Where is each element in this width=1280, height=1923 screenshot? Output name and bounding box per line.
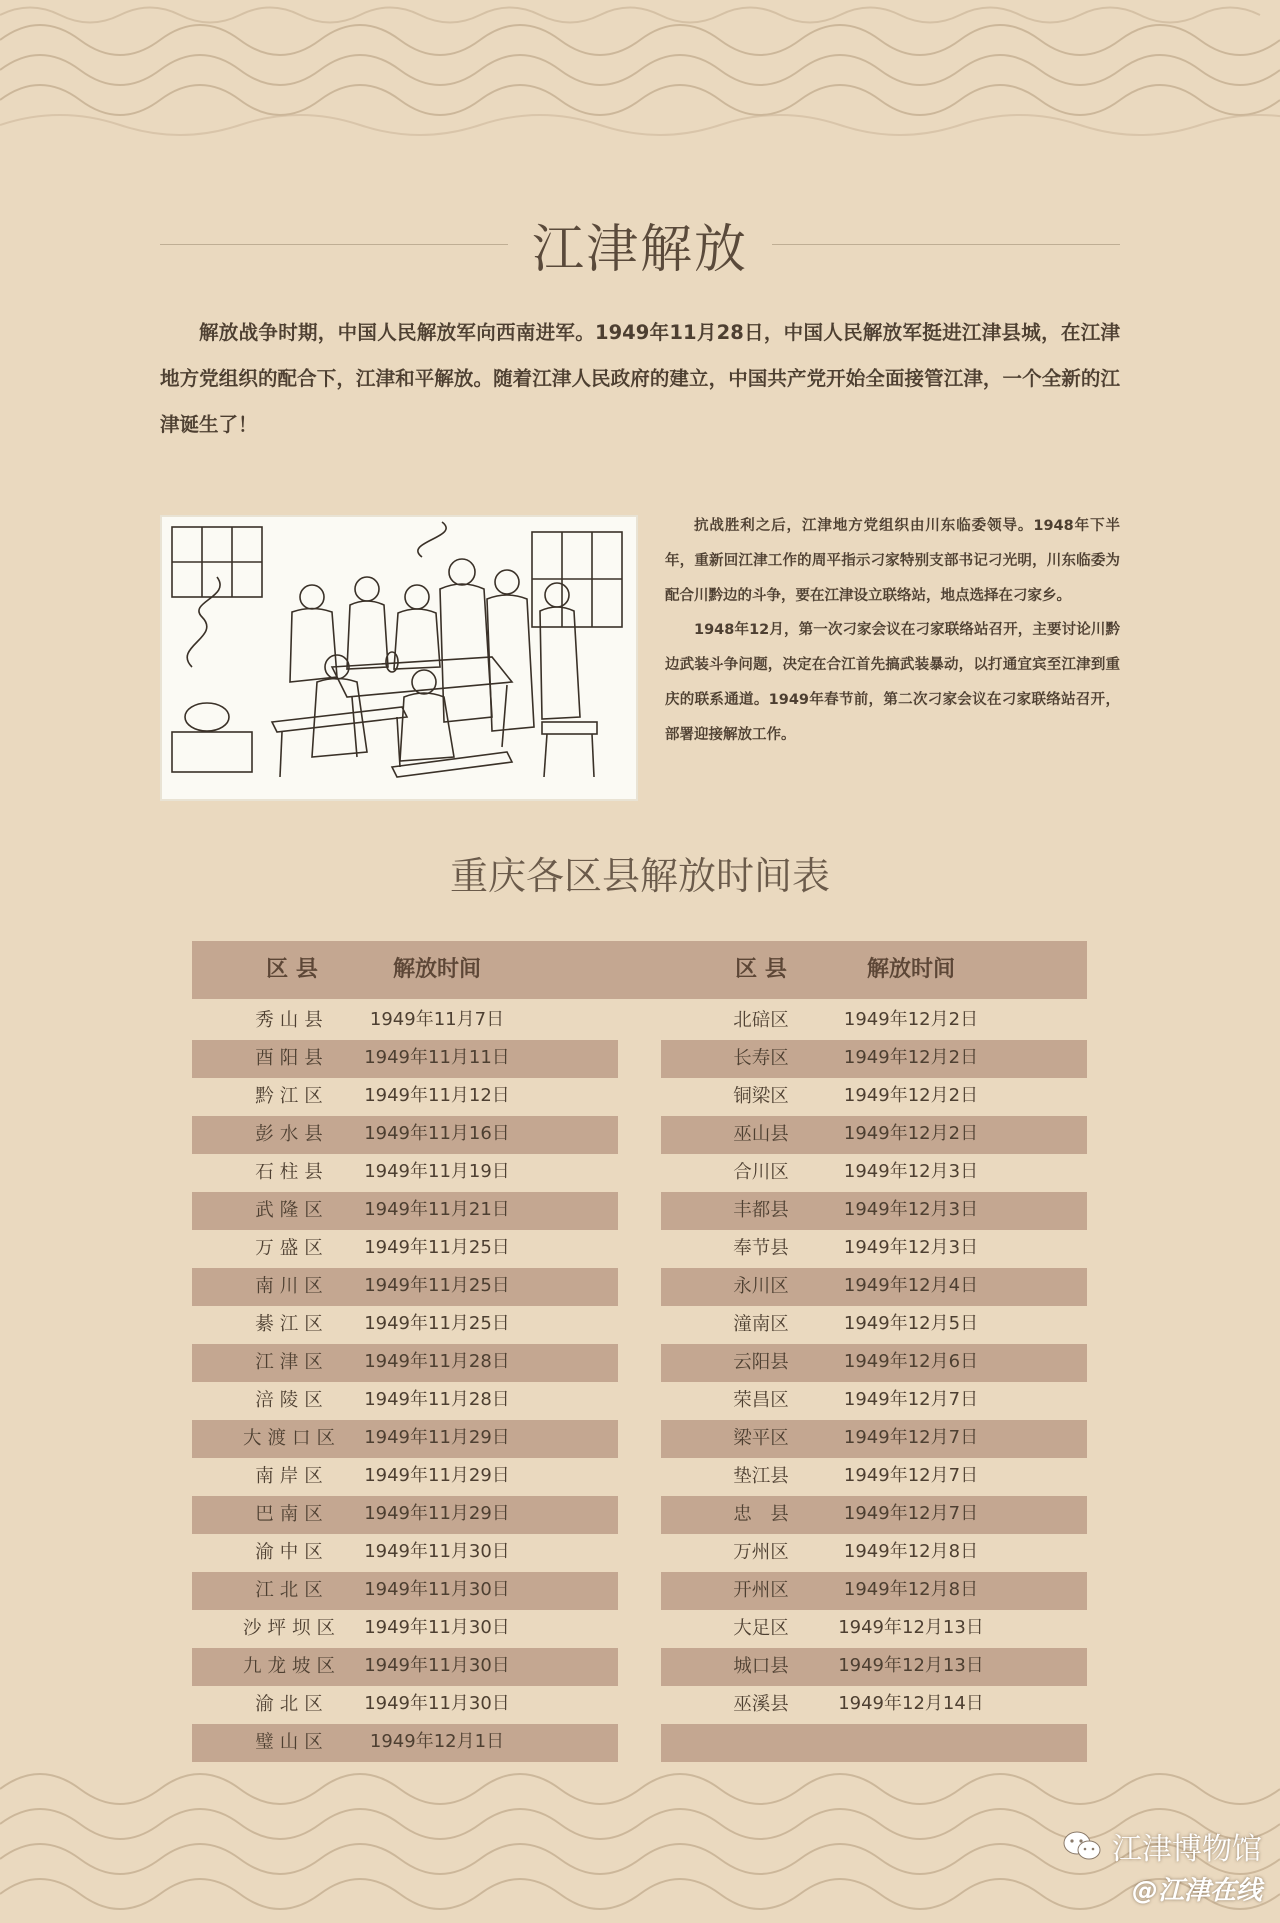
district-name: 巫山县 [733,1124,789,1145]
liberation-date: 1949年12月6日 [843,1351,979,1372]
table-row [661,1040,1087,1078]
liberation-date: 1949年12月5日 [843,1313,979,1334]
table-row [192,1078,618,1116]
historical-illustration [160,515,638,801]
district-name: 潼南区 [733,1314,789,1335]
page-title: 江津解放 [532,219,749,280]
table-row [661,1344,1087,1382]
watermark [1062,1824,1262,1907]
title-row [160,208,1120,280]
district-name: 酉阳县 [255,1048,329,1069]
district-name: 城口县 [733,1656,789,1677]
table-row [661,1572,1087,1610]
table-row [192,1344,618,1382]
liberation-date: 1949年12月7日 [843,1503,979,1524]
header-date-right: 解放时间 [866,957,955,982]
district-name: 渝中区 [255,1542,329,1563]
liberation-date: 1949年11月30日 [364,1579,510,1600]
district-name: 彭水县 [255,1124,329,1145]
liberation-date: 1949年11月25日 [364,1313,510,1334]
liberation-date: 1949年11月30日 [364,1655,510,1676]
table-row [192,1534,618,1572]
district-name: 合川区 [733,1162,789,1183]
district-name: 铜梁区 [733,1086,789,1107]
liberation-date: 1949年11月30日 [364,1541,510,1562]
district-name: 丰都县 [733,1200,789,1221]
table-row [661,1458,1087,1496]
district-name: 荣昌区 [733,1390,789,1411]
table-header [192,941,1087,999]
liberation-date: 1949年11月28日 [364,1389,510,1410]
district-name: 开州区 [733,1580,789,1601]
liberation-date: 1949年11月25日 [364,1275,510,1296]
district-name: 南岸区 [255,1466,329,1487]
table-row [192,1382,618,1420]
table-row [192,1192,618,1230]
district-name: 秀山县 [255,1010,329,1031]
table-row [661,1078,1087,1116]
table-row [661,1382,1087,1420]
liberation-date: 1949年11月28日 [364,1351,510,1372]
district-name: 石柱县 [255,1162,329,1183]
table-row [192,1002,618,1040]
liberation-date: 1949年12月7日 [843,1427,979,1448]
liberation-date: 1949年12月3日 [843,1199,979,1220]
district-name: 南川区 [255,1276,329,1297]
liberation-date: 1949年11月29日 [364,1427,510,1448]
table-row [661,1192,1087,1230]
liberation-date: 1949年12月2日 [843,1047,979,1068]
district-name: 大足区 [733,1618,789,1639]
wechat-icon [1062,1830,1102,1862]
watermark-handle: @江津在线 [1131,1876,1262,1906]
liberation-date: 1949年11月30日 [364,1617,510,1638]
table-row [192,1686,618,1724]
table-row [661,1534,1087,1572]
liberation-date: 1949年11月30日 [364,1693,510,1714]
district-name: 武隆区 [255,1200,329,1221]
district-name: 北碚区 [733,1010,789,1031]
side-paragraph-2: 1948年12月，第一次刁家会议在刁家联络站召开，主要讨论川黔边武装斗争问题，决定在合江首先搞武装暴动，以打通宜宾至江津到重庆的联系通道。1949年春节前，第二次刁家会议在刁家联络站召开，部署迎接解放工作。 [665,622,1120,743]
district-name: 沙坪坝区 [242,1618,341,1639]
district-name: 江津区 [255,1352,329,1373]
liberation-date: 1949年12月7日 [843,1465,979,1486]
liberation-date: 1949年11月12日 [364,1085,510,1106]
liberation-date: 1949年11月29日 [364,1503,510,1524]
table-row [192,1610,618,1648]
header-date-left: 解放时间 [392,957,481,982]
title-divider-right [772,244,1120,245]
district-name: 巴南区 [255,1504,329,1525]
table-column-left [192,1002,618,1762]
district-name: 渝北区 [255,1694,329,1715]
table-row [192,1230,618,1268]
district-name: 九龙坡区 [242,1656,341,1677]
side-narrative [665,509,1120,753]
header-district-right: 区 县 [735,957,787,982]
liberation-date: 1949年11月11日 [364,1047,510,1068]
district-name: 万州区 [733,1542,789,1563]
intro-paragraph: 解放战争时期，中国人民解放军向西南进军。1949年11月28日，中国人民解放军挺进江津县城，在江津地方党组织的配合下，江津和平解放。随着江津人民政府的建立，中国共产党开始全面接管江津，一个全新的江津诞生了！ [160,321,1120,436]
table-row [661,1496,1087,1534]
district-name: 璧山区 [255,1732,329,1753]
table-column-right [661,1002,1087,1762]
liberation-date: 1949年12月14日 [838,1693,984,1714]
district-name: 永川区 [733,1276,789,1297]
table-row [661,1230,1087,1268]
table-row [661,1420,1087,1458]
watermark-museum: 江津博物馆 [1112,1832,1262,1867]
district-name: 梁平区 [733,1428,789,1449]
liberation-date: 1949年12月13日 [838,1617,984,1638]
side-paragraph-1: 抗战胜利之后，江津地方党组织由川东临委领导。1948年下半年，重新回江津工作的周平指示刁家特别支部书记刁光明，川东临委为配合川黔边的斗争，要在江津设立联络站，地点选择在刁家乡。 [665,518,1120,604]
liberation-date: 1949年12月3日 [843,1237,979,1258]
table-row [192,1572,618,1610]
table-row [192,1116,618,1154]
district-name: 綦江区 [255,1314,329,1335]
table-row [661,1306,1087,1344]
table-row [192,1306,618,1344]
table-row [192,1268,618,1306]
district-name: 江北区 [255,1580,329,1601]
liberation-date: 1949年12月2日 [843,1085,979,1106]
table-row [661,1686,1087,1724]
liberation-date: 1949年12月1日 [369,1731,505,1752]
district-name: 长寿区 [733,1048,789,1069]
liberation-date: 1949年12月7日 [843,1389,979,1410]
table-row [192,1458,618,1496]
liberation-date: 1949年11月21日 [364,1199,510,1220]
district-name: 忠 县 [733,1504,789,1525]
liberation-date: 1949年12月13日 [838,1655,984,1676]
table-row [192,1496,618,1534]
table-row [661,1648,1087,1686]
liberation-date: 1949年11月7日 [369,1009,505,1030]
table-row [661,1002,1087,1040]
table-row [661,1268,1087,1306]
liberation-date: 1949年11月25日 [364,1237,510,1258]
table-row [192,1420,618,1458]
liberation-date: 1949年12月2日 [843,1009,979,1030]
liberation-date: 1949年12月2日 [843,1123,979,1144]
header-district-left: 区 县 [266,957,318,982]
table-row [192,1648,618,1686]
district-name: 大渡口区 [242,1428,341,1449]
district-name: 奉节县 [733,1238,789,1259]
district-name: 涪陵区 [255,1390,329,1411]
table-row [192,1040,618,1078]
liberation-date: 1949年11月16日 [364,1123,510,1144]
district-name: 巫溪县 [733,1694,789,1715]
district-name: 万盛区 [255,1238,329,1259]
liberation-date: 1949年11月19日 [364,1161,510,1182]
district-name: 黔江区 [255,1086,329,1107]
district-name: 垫江县 [733,1466,789,1487]
table-row [661,1154,1087,1192]
liberation-date: 1949年12月8日 [843,1541,979,1562]
table-row [661,1610,1087,1648]
decorative-wave-top [0,0,1280,150]
title-divider-left [160,244,508,245]
liberation-date: 1949年12月4日 [843,1275,979,1296]
liberation-date: 1949年12月8日 [843,1579,979,1600]
liberation-date: 1949年11月29日 [364,1465,510,1486]
table-row [661,1116,1087,1154]
meeting-line-drawing [162,517,636,799]
liberation-date: 1949年12月3日 [843,1161,979,1182]
table-row [192,1154,618,1192]
table-title: 重庆各区县解放时间表 [449,854,830,898]
district-name: 云阳县 [733,1352,789,1373]
